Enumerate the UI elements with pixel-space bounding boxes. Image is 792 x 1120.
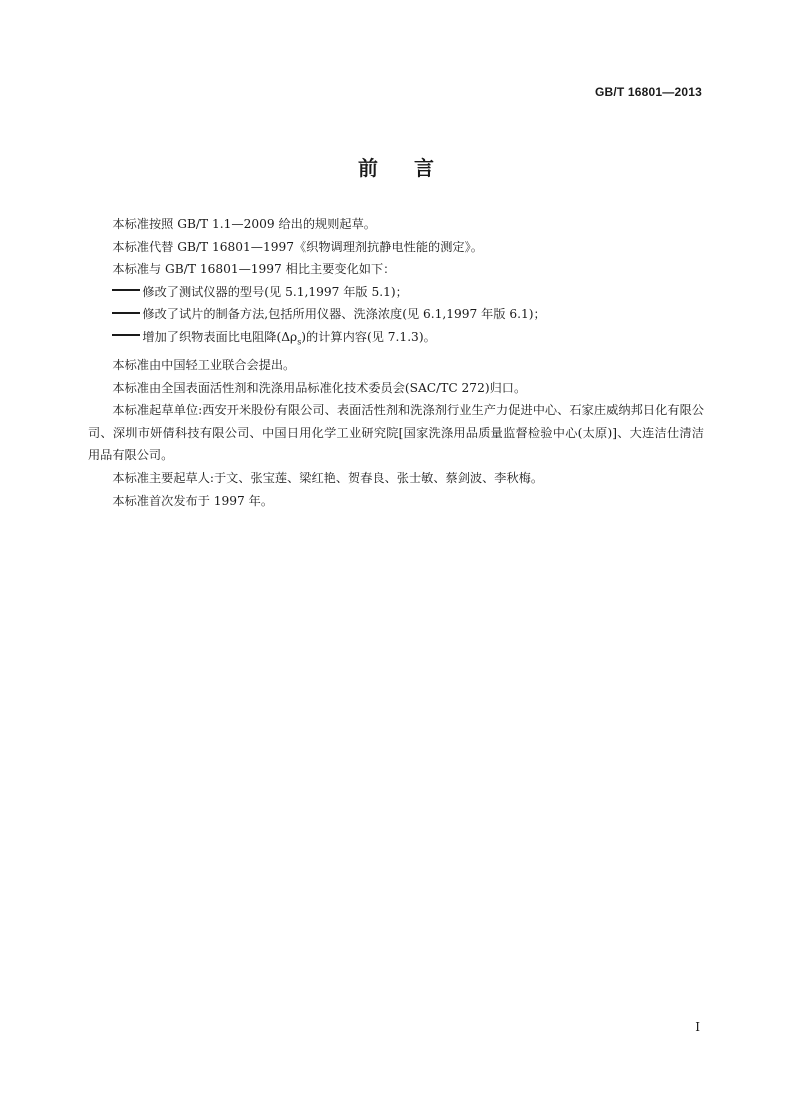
change-item [88, 326, 704, 354]
paragraph-drafters: 本标准主要起草人:于文、张宝莲、梁红艳、贺春良、张士敏、蔡剑波、李秋梅。 [112, 470, 544, 485]
foreword-body [88, 213, 704, 512]
paragraph-replaces: 本标准代替 GB/T 16801—1997《织物调理剂抗静电性能的测定》。 [112, 239, 483, 254]
change-item-text-tail: )的计算内容(见 7.1.3)。 [301, 329, 436, 344]
paragraph-first-published: 本标准首次发布于 1997 年。 [112, 493, 274, 508]
standard-code: GB/T 16801—2013 [594, 85, 702, 99]
paragraph-drafting-rules: 本标准按照 GB/T 1.1—2009 给出的规则起草。 [112, 217, 376, 231]
change-item [88, 281, 704, 304]
dash-mark [112, 289, 140, 291]
page-title: 前言 [358, 156, 470, 180]
dash-mark [112, 312, 140, 314]
paragraph-proposed-by: 本标准由中国轻工业联合会提出。 [112, 358, 296, 372]
paragraph-centralized-by: 本标准由全国表面活性剂和洗涤用品标准化技术委员会(SAC/TC 272)归口。 [112, 380, 527, 395]
page-number: I [695, 1020, 700, 1034]
dash-mark [112, 334, 140, 336]
change-item-text: 修改了测试仪器的型号(见 5.1,1997 年版 5.1)； [142, 284, 408, 299]
change-item-text: 增加了织物表面比电阻降(Δρ [142, 329, 298, 344]
subscript: s [297, 337, 302, 347]
change-item [88, 303, 704, 326]
paragraph-changes-intro: 本标准与 GB/T 16801—1997 相比主要变化如下： [112, 262, 396, 277]
change-item-text: 修改了试片的制备方法,包括所用仪器、洗涤浓度(见 6.1,1997 年版 6.1)； [142, 307, 546, 322]
paragraph-drafting-units: 本标准起草单位:西安开米股份有限公司、表面活性剂和洗涤剂行业生产力促进中心、石家庄威纳邦日化有限公司、深圳市妍倩科技有限公司、中国日用化学工业研究院[国家洗涤用品质量监督检验中心(太原)]、大连洁仕清洁用品有限公司。 [88, 403, 704, 463]
